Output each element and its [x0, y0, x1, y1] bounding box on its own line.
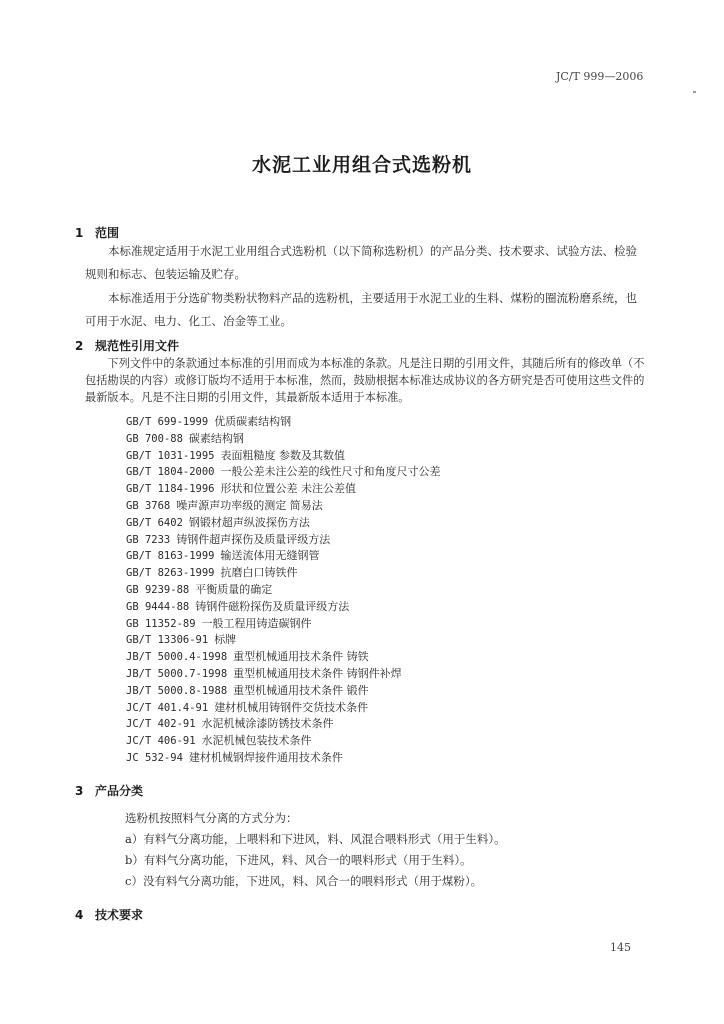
- reference-item: [126, 414, 441, 431]
- reference-title: 平衡质量的确定: [195, 582, 273, 596]
- section-1-paragraph-1: 本标准规定适用于水泥工业用组合式选粉机（以下简称选粉机）的产品分类、技术要求、试验方法、检验规则和标志、包装运输及贮存。: [85, 244, 637, 281]
- reference-code: GB 7233: [126, 533, 171, 546]
- reference-title: 重型机械通用技术条件 铸钢件补焊: [233, 666, 402, 680]
- reference-item: [126, 582, 441, 599]
- reference-code: GB/T 1804-2000: [126, 466, 215, 479]
- reference-code: GB/T 1031-1995: [126, 449, 215, 462]
- reference-title: 碳素结构钢: [188, 431, 244, 445]
- reference-title: 水泥机械包装技术条件: [201, 734, 312, 748]
- section-1-heading: [75, 224, 119, 241]
- reference-title: 形状和位置公差 未注公差值: [220, 482, 357, 496]
- reference-code: GB/T 6402: [126, 516, 183, 529]
- reference-item: [126, 649, 441, 666]
- reference-item: [126, 716, 441, 733]
- section-3-title: 产品分类: [95, 784, 144, 798]
- section-2-heading: [75, 337, 179, 354]
- reference-item: [126, 616, 441, 633]
- section-3-number: 3: [75, 784, 84, 798]
- reference-list: [126, 414, 441, 767]
- reference-title: 建材机械用铸钢件交货技术条件: [214, 700, 369, 714]
- reference-code: GB 9444-88: [126, 600, 190, 613]
- reference-title: 重型机械通用技术条件 铸铁: [233, 650, 369, 664]
- reference-item: [126, 448, 441, 465]
- reference-code: GB/T 8263-1999: [126, 567, 215, 580]
- classification-item: b）有料气分离功能，下进风，料、风合一的喂料形式（用于生料）。: [125, 853, 472, 867]
- reference-code: GB/T 1184-1996: [126, 483, 215, 496]
- section-3-heading: [75, 782, 143, 799]
- reference-code: JC/T 401.4-91: [126, 701, 209, 714]
- section-2-title: 规范性引用文件: [95, 339, 180, 353]
- reference-item: [126, 515, 441, 532]
- reference-item: [126, 548, 441, 565]
- reference-code: JB/T 5000.8-1988: [126, 684, 228, 697]
- reference-item: [126, 599, 441, 616]
- reference-title: 一般公差未注公差的线性尺寸和角度尺寸公差: [220, 465, 441, 479]
- scan-speck: [693, 91, 696, 93]
- reference-title: 钢锻材超声纵波探伤方法: [188, 515, 310, 529]
- reference-title: 重型机械通用技术条件 锻件: [233, 683, 369, 697]
- reference-code: JC 532-94: [126, 751, 183, 764]
- standard-code: JC/T 999—2006: [556, 70, 644, 83]
- classification-list: [125, 808, 506, 892]
- reference-title: 输送流体用无缝钢管: [220, 549, 320, 563]
- reference-title: 噪声源声功率级的测定 简易法: [176, 498, 323, 512]
- reference-item: [126, 498, 441, 515]
- section-2-intro: 下列文件中的条款通过本标准的引用而成为本标准的条款。凡是注日期的引用文件，其随后所有的修改单（不包括勘误的内容）或修订版均不适用于本标准，然而，鼓励根据本标准达成协议的各方研究是否可使用这些文件的最新版本。凡是不注日期的引用文件，其最新版本适用于本标准。: [85, 357, 645, 404]
- reference-title: 优质碳素结构钢: [214, 415, 292, 428]
- reference-item: [126, 666, 441, 683]
- reference-item: [126, 700, 441, 717]
- reference-item: [126, 481, 441, 498]
- reference-code: GB/T 13306-91: [126, 634, 209, 647]
- section-1-paragraph-2: 本标准适用于分选矿物类粉状物料产品的选粉机，主要适用于水泥工业的生料、煤粉的圈流粉磨系统，也可用于水泥、电力、化工、冶金等工业。: [85, 291, 637, 328]
- classification-intro: 选粉机按照料气分离的方式分为：: [125, 811, 298, 825]
- reference-title: 铸钢件磁粉探伤及质量评级方法: [195, 599, 350, 613]
- reference-code: JC/T 402-91: [126, 718, 196, 731]
- section-2-number: 2: [75, 339, 84, 353]
- reference-title: 表面粗糙度 参数及其数值: [220, 448, 346, 462]
- classification-item: c）没有料气分离功能，下进风，料、风合一的喂料形式（用于煤粉）。: [125, 874, 483, 888]
- section-1-title: 范围: [95, 226, 120, 240]
- reference-item: [126, 532, 441, 549]
- reference-title: 标牌: [214, 633, 237, 647]
- reference-code: GB/T 699-1999: [126, 416, 209, 428]
- reference-item: [126, 750, 441, 767]
- reference-code: GB 9239-88: [126, 583, 190, 596]
- reference-item: [126, 683, 441, 700]
- reference-item: [126, 431, 441, 448]
- reference-title: 铸钢件超声探伤及质量评级方法: [176, 532, 331, 546]
- reference-code: GB 3768: [126, 499, 171, 512]
- reference-item: [126, 632, 441, 649]
- reference-title: 一般工程用铸造碳钢件: [201, 616, 312, 630]
- page-number: 145: [610, 941, 631, 954]
- reference-code: GB/T 8163-1999: [126, 550, 215, 563]
- reference-code: JB/T 5000.4-1998: [126, 651, 228, 664]
- reference-item: [126, 464, 441, 481]
- reference-code: JC/T 406-91: [126, 735, 196, 748]
- reference-title: 水泥机械涂漆防锈技术条件: [201, 717, 334, 731]
- reference-title: 抗磨白口铸铁件: [220, 566, 298, 580]
- reference-title: 建材机械钢焊接件通用技术条件: [188, 750, 343, 764]
- section-4-heading: [75, 906, 143, 923]
- reference-code: JB/T 5000.7-1998: [126, 667, 228, 680]
- section-4-title: 技术要求: [95, 908, 144, 922]
- reference-item: [126, 733, 441, 750]
- section-1-number: 1: [75, 226, 84, 240]
- document-title: 水泥工业用组合式选粉机: [251, 154, 472, 176]
- classification-item: a）有料气分离功能，上喂料和下进风，料、风混合喂料形式（用于生料）。: [125, 832, 506, 846]
- reference-code: GB 700-88: [126, 432, 183, 445]
- reference-code: GB 11352-89: [126, 617, 196, 630]
- reference-item: [126, 565, 441, 582]
- section-4-number: 4: [75, 908, 84, 922]
